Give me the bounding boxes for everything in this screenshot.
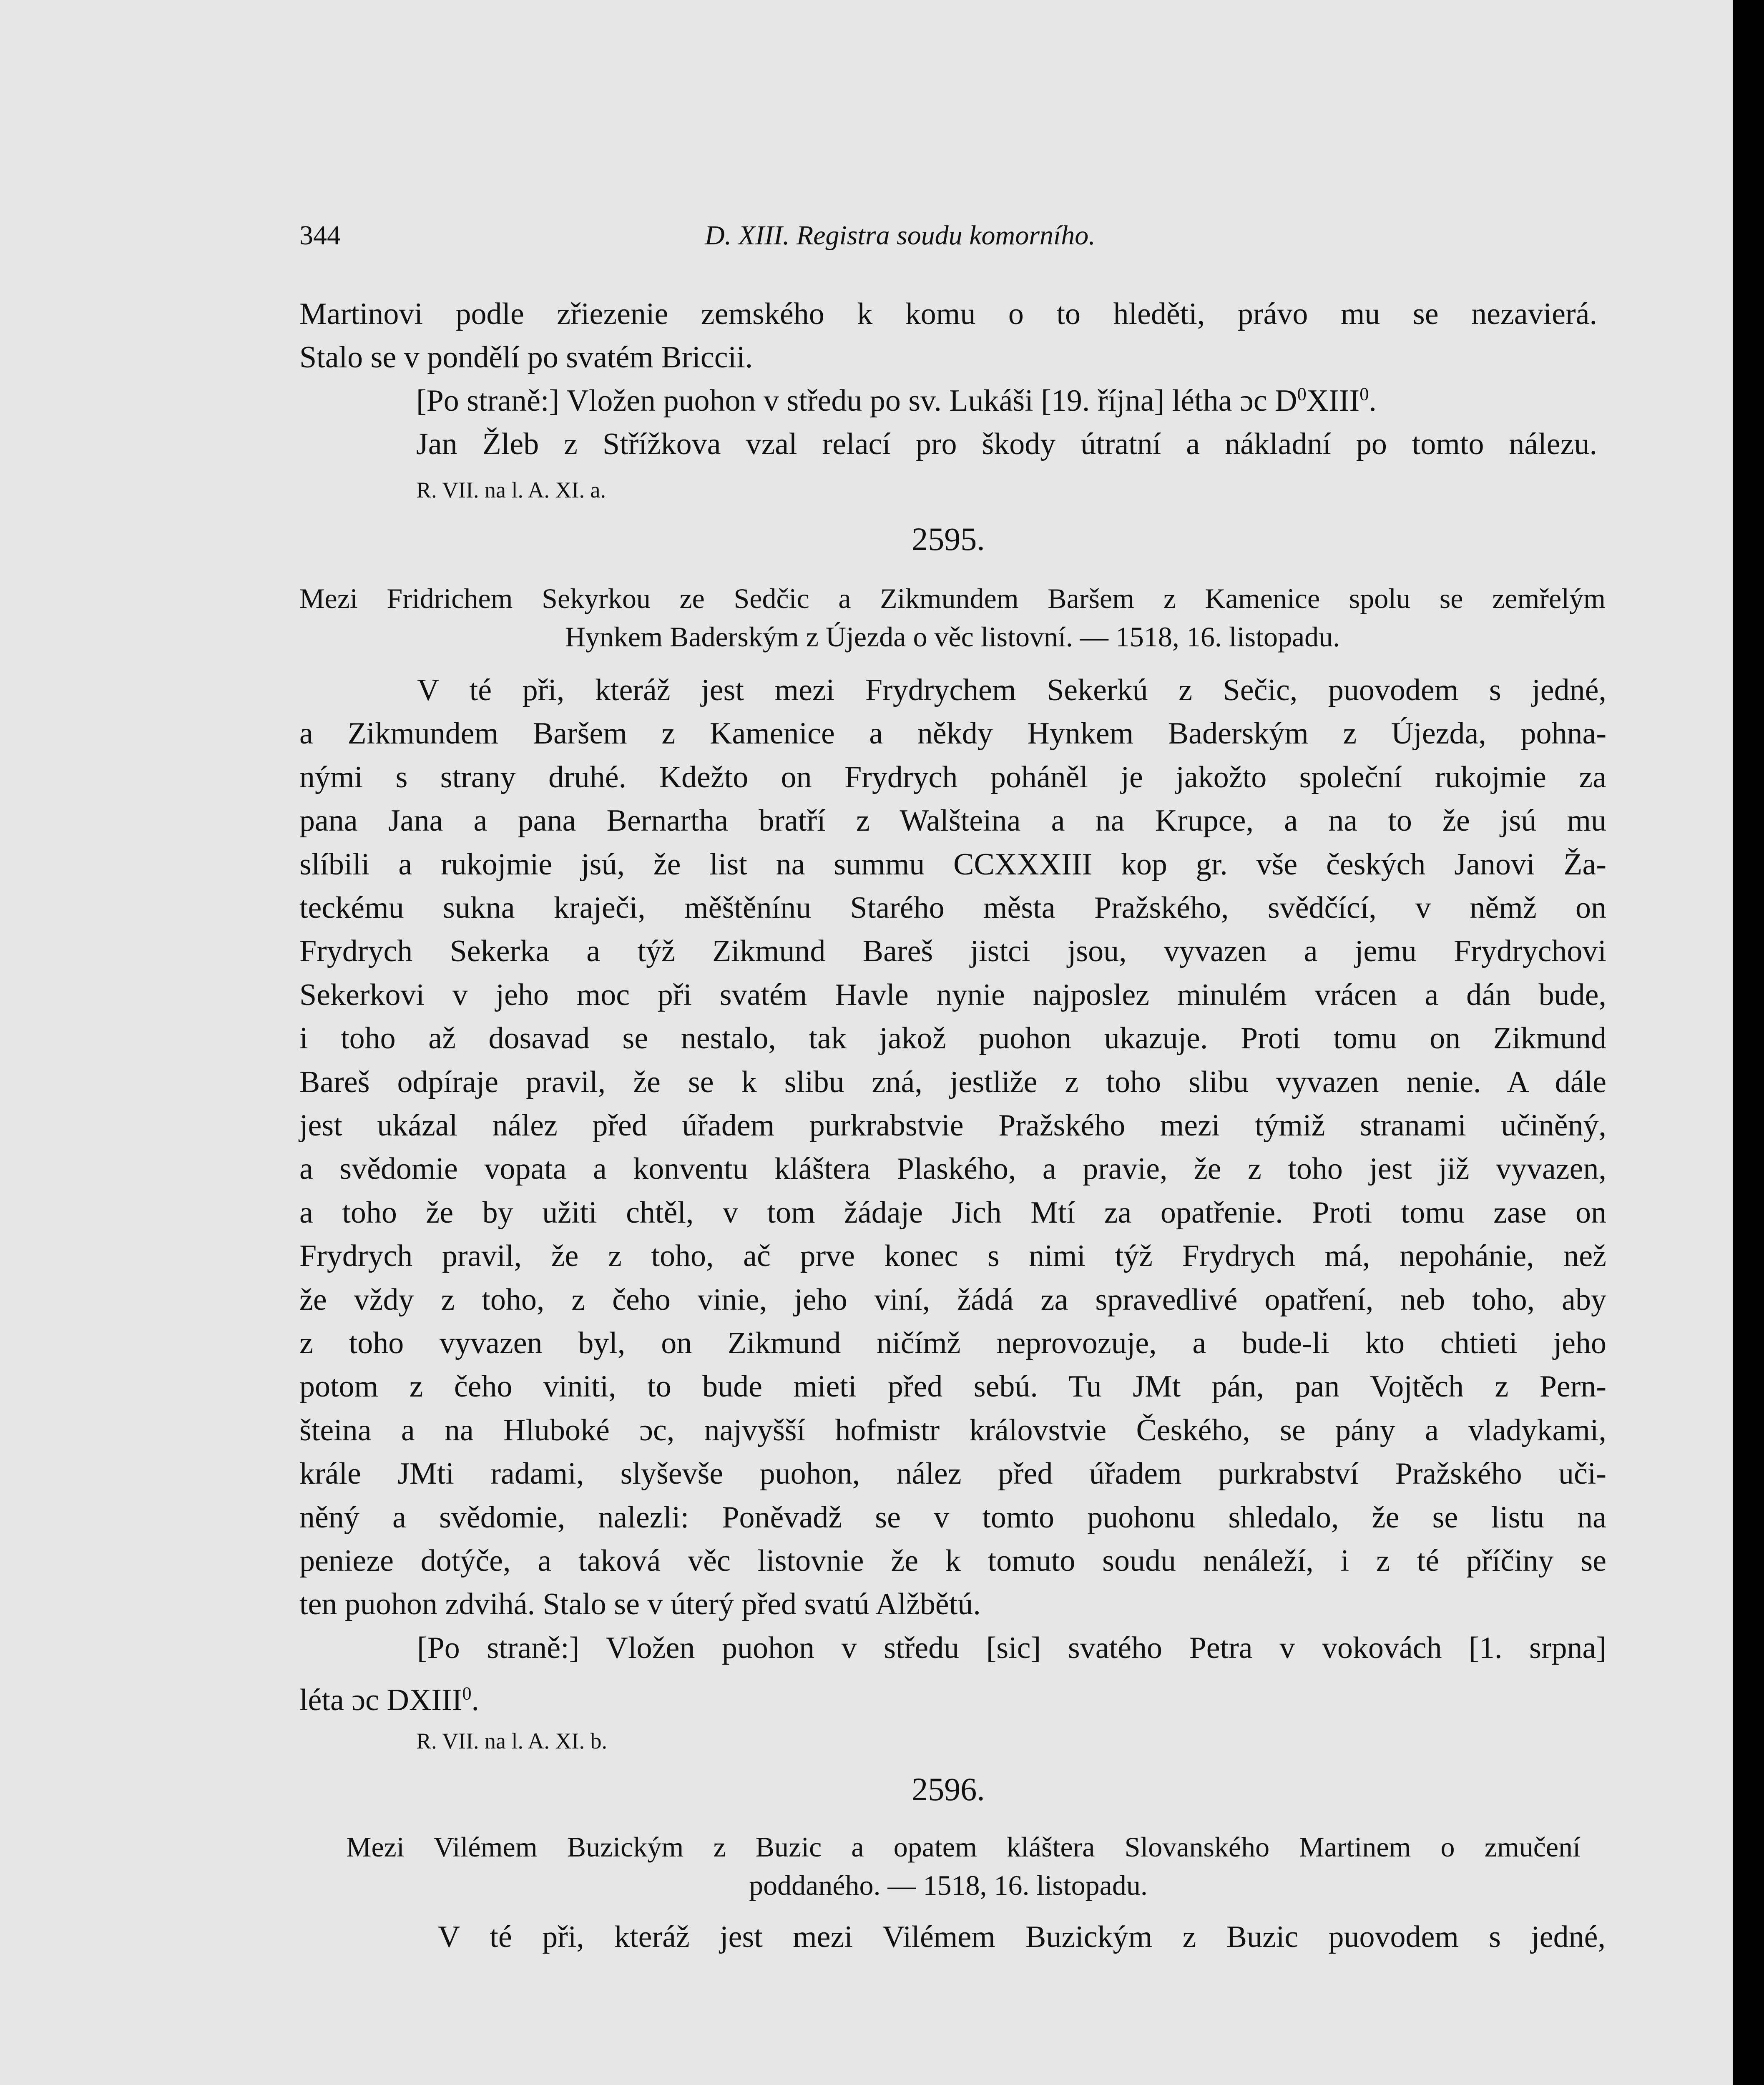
text-segment: .: [471, 1683, 480, 1717]
entry-number: 2595.: [912, 521, 985, 557]
superscript: 0: [1297, 383, 1307, 404]
text-line: krále JMti radami, slyševše puohon, nález před úřadem purkrabství Pražského uči-: [299, 1457, 1606, 1491]
text-line: teckému sukna kraječi, měštěnínu Starého města Pražského, svědčící, v němž on: [299, 891, 1606, 925]
text-line: nými s strany druhé. Kdežto on Frydrych poháněl je jakožto společní rukojmie za: [299, 760, 1606, 794]
text-line: [416, 382, 1377, 420]
reference-note: R. VII. na l. A. XI. a.: [416, 477, 606, 502]
text-line: V té při, kteráž jest mezi Vilémem Buzickým z Buzic puovodem s jedné,: [438, 1920, 1606, 1954]
text-line: něný a svědomie, nalezli: Poněvadž se v tomto puohonu shledalo, že se listu na: [299, 1500, 1606, 1535]
text-line: Frydrych pravil, že z toho, ač prve konec s nimi týž Frydrych má, nepohánie, než: [299, 1239, 1606, 1273]
entry-heading: Mezi Vilémem Buzickým z Buzic a opatem kláštera Slovanského Martinem o zmučení: [346, 1831, 1581, 1863]
entry-heading: Mezi Fridrichem Sekyrkou ze Sedčic a Zikmundem Baršem z Kamenice spolu se zemřelým: [299, 583, 1606, 614]
text-line: penieze dotýče, a taková věc listovnie že k tomuto soudu nenáleží, i z té příčiny se: [299, 1544, 1606, 1578]
text-line: z toho vyvazen byl, on Zikmund ničímž neprovozuje, a bude-li kto chtieti jeho: [299, 1326, 1606, 1360]
text-segment: .: [1369, 384, 1377, 418]
text-line: Jan Žleb z Střížkova vzal relací pro škody útratní a nákladní po tomto nálezu.: [416, 427, 1597, 461]
text-line: Martinovi podle zřiezenie zemského k komu o to hleděti, právo mu se nezavierá.: [299, 297, 1597, 331]
text-line: i toho až dosavad se nestalo, tak jakož puohon ukazuje. Proti tomu on Zikmund: [299, 1021, 1606, 1055]
text-line: a toho že by užiti chtěl, v tom žádaje Jich Mtí za opatřenie. Proti tomu zase on: [299, 1196, 1606, 1230]
text-line: ten puohon zdvihá. Stalo se v úterý před svatú Alžbětú.: [299, 1587, 981, 1621]
superscript: 0: [1359, 383, 1369, 404]
page-number: 344: [299, 220, 341, 251]
running-title: D. XIII. Registra soudu komorního.: [705, 220, 1096, 251]
reference-note: R. VII. na l. A. XI. b.: [416, 1728, 607, 1753]
text-line: slíbili a rukojmie jsú, že list na summu CCXXXIII kop gr. vše českých Janovi Ža-: [299, 847, 1606, 882]
text-line: pana Jana a pana Bernartha bratří z Walšteina a na Krupce, a na to že jsú mu: [299, 804, 1606, 838]
text-line: Frydrych Sekerka a týž Zikmund Bareš jistci jsou, vyvazen a jemu Frydrychovi: [299, 934, 1606, 968]
scan-border: [1733, 0, 1764, 2085]
text-line: potom z čeho viniti, to bude mieti před sebú. Tu JMt pán, pan Vojtěch z Pern-: [299, 1369, 1606, 1404]
text-line: a svědomie vopata a konventu kláštera Plaského, a pravie, že z toho jest již vyvazen,: [299, 1152, 1606, 1186]
text-line: šteina a na Hluboké ɔc, najvyšší hofmistr královstvie Českého, se pány a vladykami,: [299, 1413, 1606, 1447]
entry-heading: poddaného. — 1518, 16. listopadu.: [749, 1869, 1148, 1901]
entry-heading: Hynkem Baderským z Újezda o věc listovní. — 1518, 16. listopadu.: [565, 621, 1340, 653]
text-line: V té při, kteráž jest mezi Frydrychem Sekerkú z Sečic, puovodem s jedné,: [417, 673, 1606, 707]
text-segment: léta ɔc DXIII: [299, 1683, 462, 1717]
text-segment: [Po straně:] Vložen puohon v středu po sv. Lukáši [19. října] létha ɔc D: [416, 384, 1297, 418]
text-line: Sekerkovi v jeho moc při svatém Havle nynie najposlez minulém vrácen a dán bude,: [299, 978, 1606, 1012]
text-line: Stalo se v pondělí po svatém Briccii.: [299, 340, 753, 374]
text-line: jest ukázal nález před úřadem purkrabstvie Pražského mezi týmiž stranami učiněný,: [299, 1108, 1606, 1143]
text-line: Bareš odpíraje pravil, že se k slibu zná, jestliže z toho slibu vyvazen nenie. A dále: [299, 1065, 1606, 1099]
text-line: [299, 1681, 479, 1719]
text-line: že vždy z toho, z čeho vinie, jeho viní, žádá za spravedlivé opatření, neb toho, aby: [299, 1283, 1606, 1317]
text-line: a Zikmundem Baršem z Kamenice a někdy Hynkem Baderským z Újezda, pohna-: [299, 716, 1606, 751]
text-line: [Po straně:] Vložen puohon v středu [sic] svatého Petra v vokovách [1. srpna]: [417, 1631, 1606, 1665]
text-segment: XIII: [1306, 384, 1360, 418]
superscript: 0: [462, 1683, 472, 1704]
entry-number: 2596.: [912, 1771, 985, 1807]
